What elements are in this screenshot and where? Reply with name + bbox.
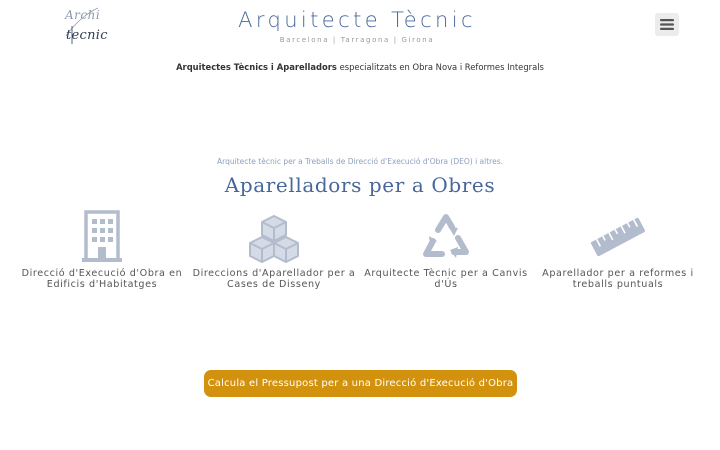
feature-label: Direccions d'Aparellador per a Cases de Disseny [192,268,356,290]
feature-label: Direcció d'Execució d'Obra en Edificis d'Habitatges [21,268,183,290]
tagline [0,62,720,72]
feature-label: Aparellador per a reformes i treballs puntuals [542,268,694,290]
feature-label: Arquitecte Tècnic per a Canvis d'Ús [364,268,528,290]
feature-item [184,210,364,290]
tagline-rest: especialitzats en Obra Nova i Reformes Integrals [336,62,544,72]
building-icon [72,210,132,264]
feature-item [356,210,536,290]
feature-item [528,210,708,290]
logo-text-bottom: tecnic [66,28,108,43]
site-title[interactable]: Arquitecte Tècnic [238,8,476,32]
feature-item [12,210,192,290]
cubes-icon [244,210,304,264]
section-subtitle: Arquitecte tècnic per a Treballs de Direcció d'Execució d'Obra (DEO) i altres. [217,157,503,166]
hamburger-icon [660,19,674,30]
menu-button[interactable] [655,13,679,36]
tagline-bold: Arquitectes Tècnics i Aparelladors [176,62,337,72]
section-title: Aparelladors per a Obres [224,173,496,197]
logo-text-top: Archi [65,8,101,22]
ruler-icon [588,210,648,264]
site-subtitle: Barcelona | Tarragona | Girona [279,36,435,44]
recycle-icon [416,210,476,264]
calculate-budget-button[interactable]: Calcula el Pressupost per a una Direcció d'Execució d'Obra [204,370,517,397]
